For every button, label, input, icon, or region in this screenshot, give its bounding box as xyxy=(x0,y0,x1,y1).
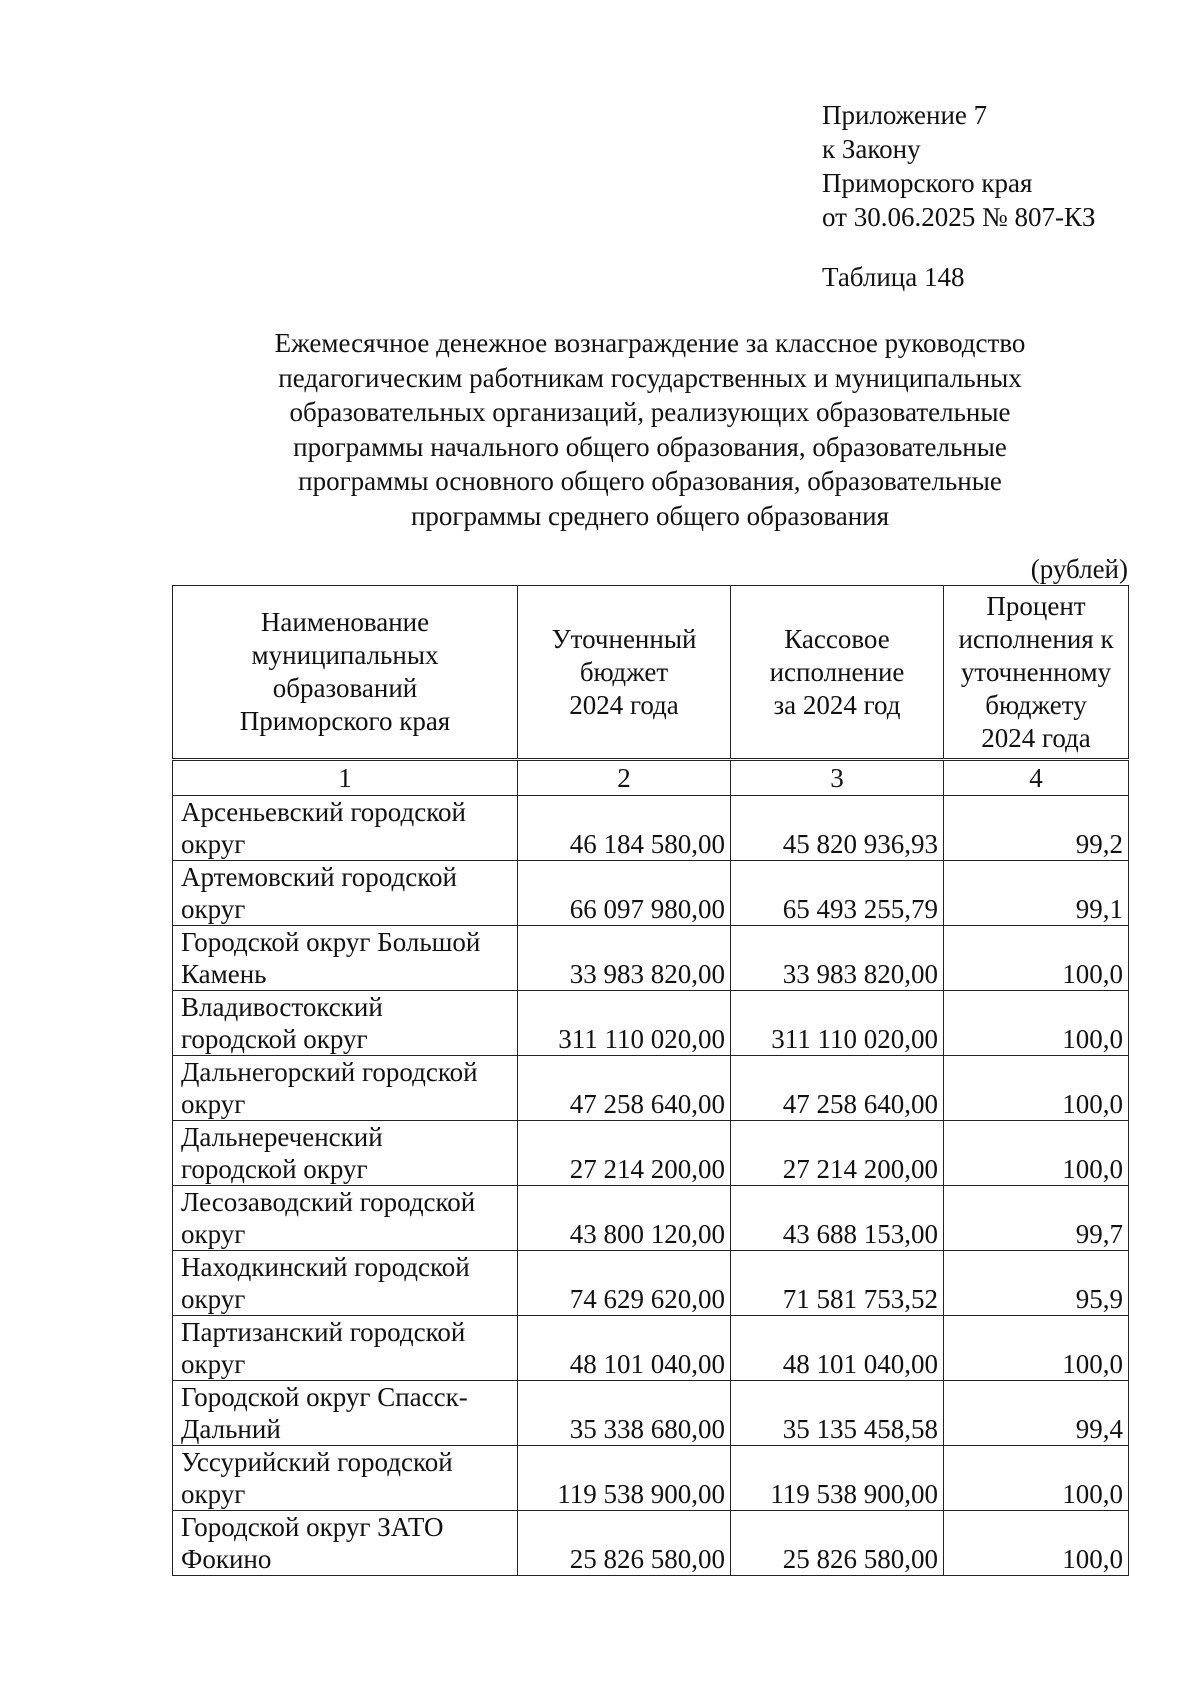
appendix-line: к Закону xyxy=(822,134,921,164)
table-row xyxy=(173,926,1129,991)
percent-cell: 100,0 xyxy=(944,1511,1129,1576)
budget-cell: 66 097 980,00 xyxy=(518,861,731,926)
percent-cell: 100,0 xyxy=(944,1121,1129,1186)
execution-cell: 311 110 020,00 xyxy=(731,991,944,1056)
title-line: педагогическим работникам государственных и муниципальных xyxy=(278,362,1022,393)
municipality-name-line: Арсеньевский городской xyxy=(181,797,466,827)
percent-cell: 99,4 xyxy=(944,1381,1129,1446)
percent-cell: 99,2 xyxy=(944,796,1129,861)
table-row xyxy=(173,1511,1129,1576)
header-percent: Процент исполнения к уточненному бюджету 2024 года xyxy=(944,586,1129,760)
municipality-name-line: Уссурийский городской xyxy=(181,1447,453,1477)
budget-cell: 35 338 680,00 xyxy=(518,1381,731,1446)
table-row xyxy=(173,1056,1129,1121)
municipality-name-cell xyxy=(173,1121,518,1186)
municipality-name-cell xyxy=(173,861,518,926)
table-row xyxy=(173,1186,1129,1251)
municipality-name-line: Городской округ Спасск- xyxy=(181,1382,468,1412)
title-line: Ежемесячное денежное вознаграждение за классное руководство xyxy=(274,328,1026,358)
budget-cell: 25 826 580,00 xyxy=(518,1511,731,1576)
municipality-name-cell xyxy=(173,1316,518,1381)
column-number: 4 xyxy=(944,760,1129,796)
execution-cell: 47 258 640,00 xyxy=(731,1056,944,1121)
budget-cell: 119 538 900,00 xyxy=(518,1446,731,1511)
municipality-name-cell xyxy=(173,1511,518,1576)
appendix-line: Приморского края xyxy=(822,168,1033,198)
municipality-name-line: Партизанский городской xyxy=(181,1317,466,1347)
execution-cell: 35 135 458,58 xyxy=(731,1381,944,1446)
percent-cell: 100,0 xyxy=(944,1446,1129,1511)
document-title xyxy=(190,326,1110,533)
municipality-name-line: городской округ xyxy=(181,1154,368,1184)
municipality-name-cell xyxy=(173,991,518,1056)
municipality-name-cell xyxy=(173,1056,518,1121)
execution-cell: 65 493 255,79 xyxy=(731,861,944,926)
appendix-line: от 30.06.2025 № 807-КЗ xyxy=(822,202,1096,232)
percent-cell: 99,1 xyxy=(944,861,1129,926)
municipality-name-line: округ xyxy=(181,894,246,924)
column-number: 1 xyxy=(173,760,518,796)
budget-cell: 27 214 200,00 xyxy=(518,1121,731,1186)
execution-cell: 43 688 153,00 xyxy=(731,1186,944,1251)
municipality-name-cell xyxy=(173,1446,518,1511)
header-execution: Кассовое исполнение за 2024 год xyxy=(731,586,944,760)
percent-cell: 99,7 xyxy=(944,1186,1129,1251)
execution-cell: 48 101 040,00 xyxy=(731,1316,944,1381)
table-row xyxy=(173,1251,1129,1316)
municipality-name-line: округ xyxy=(181,1219,246,1249)
execution-cell: 45 820 936,93 xyxy=(731,796,944,861)
municipality-name-line: Владивостокский xyxy=(181,992,383,1022)
municipality-name-line: округ xyxy=(181,1479,246,1509)
appendix-line: Приложение 7 xyxy=(822,100,988,130)
table-header-row xyxy=(173,586,1129,760)
budget-table xyxy=(172,585,1129,1576)
budget-cell: 33 983 820,00 xyxy=(518,926,731,991)
header-municipality: Наименование муниципальных образований Приморского края xyxy=(173,586,518,760)
budget-cell: 48 101 040,00 xyxy=(518,1316,731,1381)
title-line: программы основного общего образования, образовательные xyxy=(298,466,1002,496)
budget-cell: 43 800 120,00 xyxy=(518,1186,731,1251)
table-row xyxy=(173,861,1129,926)
execution-cell: 27 214 200,00 xyxy=(731,1121,944,1186)
municipality-name-cell xyxy=(173,796,518,861)
budget-cell: 311 110 020,00 xyxy=(518,991,731,1056)
percent-cell: 95,9 xyxy=(944,1251,1129,1316)
title-line: программы среднего общего образования xyxy=(410,500,890,531)
municipality-name-line: округ xyxy=(181,1349,246,1379)
budget-cell: 47 258 640,00 xyxy=(518,1056,731,1121)
municipality-name-line: Артемовский городской xyxy=(181,862,457,892)
column-number: 2 xyxy=(518,760,731,796)
column-number-row xyxy=(173,760,1129,796)
municipality-name-line: Дальнегорский городской xyxy=(181,1057,478,1087)
municipality-name-line: Находкинский городской xyxy=(181,1252,470,1282)
municipality-name-line: Фокино xyxy=(181,1544,272,1574)
municipality-name-line: Лесозаводский городской xyxy=(181,1187,476,1217)
municipality-name-line: Камень xyxy=(181,959,267,989)
budget-cell: 46 184 580,00 xyxy=(518,796,731,861)
budget-cell: 74 629 620,00 xyxy=(518,1251,731,1316)
header-budget: Уточненный бюджет 2024 года xyxy=(518,586,731,760)
percent-cell: 100,0 xyxy=(944,991,1129,1056)
execution-cell: 119 538 900,00 xyxy=(731,1446,944,1511)
municipality-name-line: округ xyxy=(181,1089,246,1119)
municipality-name-line: округ xyxy=(181,829,246,859)
column-number: 3 xyxy=(731,760,944,796)
municipality-name-cell xyxy=(173,1186,518,1251)
municipality-name-line: Городской округ Большой xyxy=(181,927,481,957)
municipality-name-line: Дальнереченский xyxy=(181,1122,383,1152)
municipality-name-cell xyxy=(173,1381,518,1446)
percent-cell: 100,0 xyxy=(944,926,1129,991)
title-line: программы начального общего образования, образовательные xyxy=(293,431,1007,462)
table-row xyxy=(173,1446,1129,1511)
municipality-name-cell xyxy=(173,1251,518,1316)
percent-cell: 100,0 xyxy=(944,1056,1129,1121)
municipality-name-line: городской округ xyxy=(181,1024,368,1054)
percent-cell: 100,0 xyxy=(944,1316,1129,1381)
execution-cell: 33 983 820,00 xyxy=(731,926,944,991)
execution-cell: 25 826 580,00 xyxy=(731,1511,944,1576)
municipality-name-line: Городской округ ЗАТО xyxy=(181,1512,444,1542)
unit-label: (рублей) xyxy=(1030,554,1128,584)
table-body xyxy=(173,796,1129,1576)
municipality-name-line: округ xyxy=(181,1284,246,1314)
municipality-name-cell xyxy=(173,926,518,991)
table-row xyxy=(173,796,1129,861)
table-row xyxy=(173,1121,1129,1186)
execution-cell: 71 581 753,52 xyxy=(731,1251,944,1316)
table-row xyxy=(173,1381,1129,1446)
title-line: образовательных организаций, реализующих образовательные xyxy=(289,397,1011,427)
table-number: Таблица 148 xyxy=(822,262,965,292)
appendix-reference xyxy=(822,98,1095,234)
municipality-name-line: Дальний xyxy=(181,1414,281,1444)
table-row xyxy=(173,1316,1129,1381)
table-row xyxy=(173,991,1129,1056)
